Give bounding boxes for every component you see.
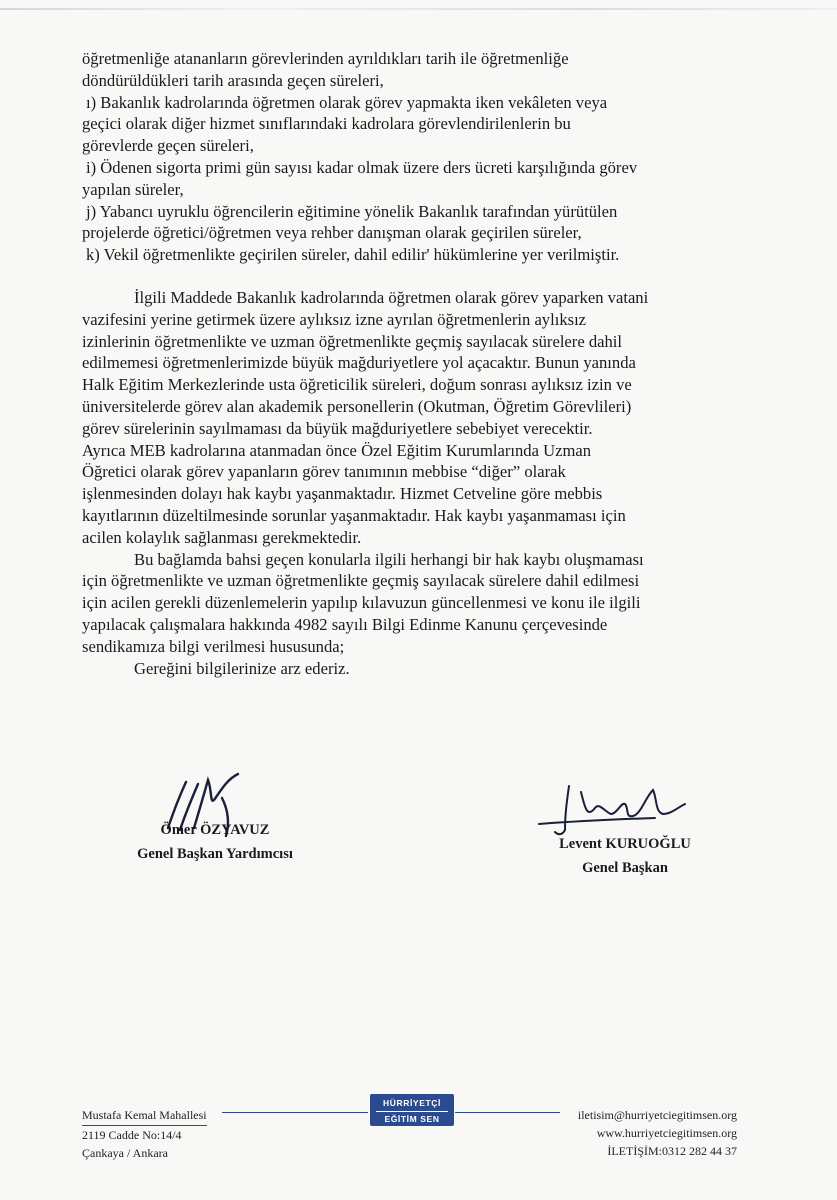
footer-contact [578,1106,737,1160]
body-line: kayıtlarının düzeltilmesinde sorunlar yaşanmaktadır. Hak kaybı yaşanmaması için [82,505,626,525]
address-line: Çankaya / Ankara [82,1146,168,1160]
body-line: için acilen gerekli düzenlemelerin yapılıp kılavuzun güncellenmesi ve konu ile ilgili [82,593,641,613]
body-line: k) Vekil öğretmenlikte geçirilen süreler, dahil edilir' hükümlerine yer verilmiştir. [86,245,620,265]
signatory-name: Levent KURUOĞLU [559,836,691,852]
body-line: üniversitelerde görev alan akademik personellerin (Okutman, Öğretim Görevlileri) [82,396,632,416]
body-line: görev sürelerinin sayılmaması da büyük mağduriyetlere sebebiyet verecektir. [82,418,593,438]
body-line: Bu bağlamda bahsi geçen konularla ilgili herhangi bir hak kaybı oluşmaması [134,549,644,569]
body-line: edilmemesi öğretmenlerimizde büyük mağduriyetlere yol açacaktır. Bunun yanında [82,353,636,373]
footer-address [82,1106,207,1162]
body-line: işlenmesinden dolayı hak kaybı yaşanmaktadır. Hizmet Cetveline göre mebbis [82,484,603,504]
letter-body [82,48,762,679]
body-line: geçici olarak diğer hizmet sınıflarındaki kadrolara görevlendirilenlerin bu [82,114,571,134]
body-line: izinlerinin öğretmenlikte ve uzman öğretmenlikte geçmiş sayılacak sürelere dahil [82,331,623,351]
footer-divider [455,1112,560,1113]
union-logo [370,1094,454,1126]
body-line: için öğretmenlikte ve uzman öğretmenlikte geçmiş sayılacak sürelere dahil edilmesi [82,571,640,591]
contact-website: www.hurriyetciegitimsen.org [596,1126,737,1140]
body-line: projelerde öğretici/öğretmen veya rehber danışman olarak geçirilen süreler, [82,223,582,243]
body-line: Halk Eğitim Merkezlerinde usta öğreticilik süreleri, doğum sonrası aylıksız izin ve [82,375,632,395]
footer-divider [222,1112,368,1113]
address-line: Mustafa Kemal Mahallesi [82,1106,207,1126]
address-line: 2119 Cadde No:14/4 [82,1128,182,1142]
body-line: döndürüldükleri tarih arasında geçen süreleri, [82,70,384,90]
body-line: acilen kolaylık sağlanması gerekmektedir. [82,527,362,547]
signature-block-left [110,818,320,866]
body-line: j) Yabancı uyruklu öğrencilerin eğitimine yönelik Bakanlık tarafından yürütülen [86,201,618,221]
signatory-title: Genel Başkan Yardımcısı [137,846,293,862]
body-line: Öğretici olarak görev yapanların görev tanımının mebbise “diğer” olarak [82,462,566,482]
body-line: Ayrıca MEB kadrolarına atanmadan önce Özel Eğitim Kurumlarında Uzman [82,440,592,460]
signature-block-right [520,832,730,880]
signatory-name: Ömer ÖZYAVUZ [160,822,270,838]
contact-email: iletisim@hurriyetciegitimsen.org [577,1108,737,1122]
scan-edge [0,8,837,10]
logo-line: EĞİTİM SEN [384,1114,440,1124]
logo-line: HÜRRİYETÇİ [383,1098,441,1108]
body-line: vazifesini yerine getirmek üzere aylıksız izne ayrılan öğretmenlerin aylıksız [82,309,587,329]
signatory-title: Genel Başkan [582,860,668,876]
body-line: ı) Bakanlık kadrolarında öğretmen olarak görev yapmakta iken vekâleten veya [86,92,608,112]
paragraph-gap [82,266,762,287]
body-line: İlgili Maddede Bakanlık kadrolarında öğretmen olarak görev yaparken vatani [134,287,649,307]
contact-phone: İLETİŞİM:0312 282 44 37 [607,1144,737,1158]
body-line: yapılan süreler, [82,179,184,199]
closing-line: Gereğini bilgilerinize arz ederiz. [134,658,350,678]
body-line: öğretmenliğe atananların görevlerinden ayrıldıkları tarih ile öğretmenliğe [82,49,569,68]
body-line: görevlerde geçen süreleri, [82,136,254,156]
body-line: sendikamıza bilgi verilmesi hususunda; [82,636,345,656]
body-line: i) Ödenen sigorta primi gün sayısı kadar olmak üzere ders ücreti karşılığında görev [86,157,638,177]
body-line: yapılacak çalışmalara hakkında 4982 sayılı Bilgi Edinme Kanunu çerçevesinde [82,614,608,634]
